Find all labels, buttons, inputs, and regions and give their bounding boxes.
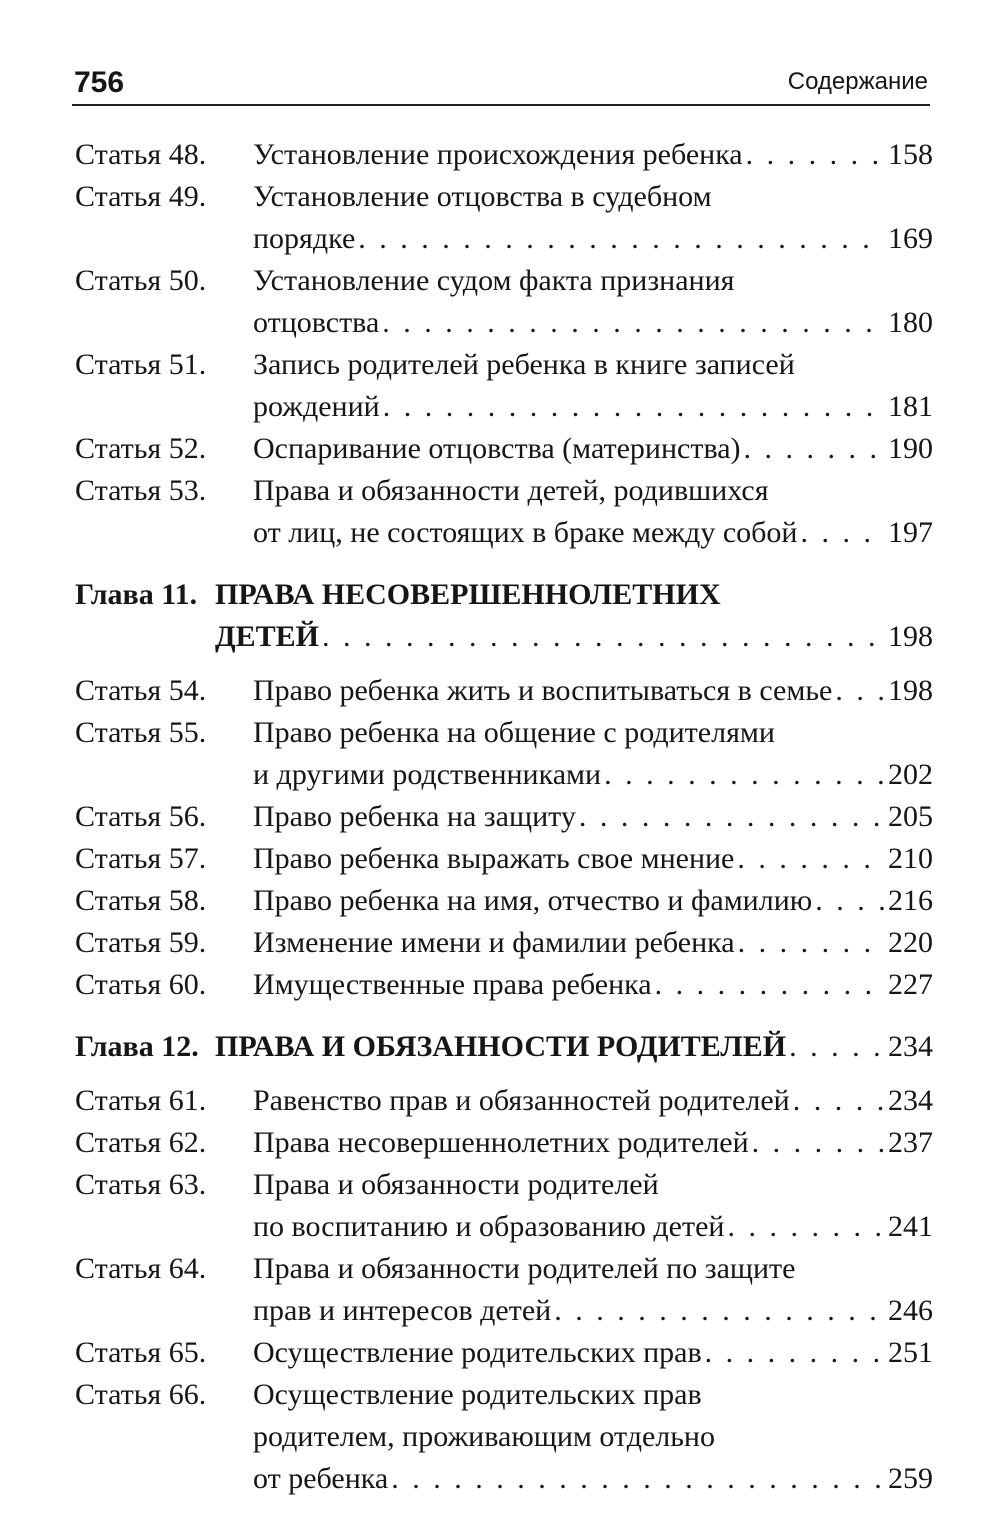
article-title-line: Право ребенка на общение с родителями — [253, 716, 775, 749]
page-ref: 234 — [888, 1084, 933, 1117]
page-ref: 237 — [888, 1126, 933, 1159]
toc-entry-article-57 — [75, 838, 933, 880]
toc-entry-article-49 — [75, 176, 933, 260]
toc-entry-article-60 — [75, 964, 933, 1006]
dot-leader — [579, 796, 885, 838]
article-title-line: Осуществление родительских прав — [253, 1378, 702, 1411]
chapter-title-line: ПРАВА И ОБЯЗАННОСТИ РОДИТЕЛЕЙ — [215, 1030, 787, 1063]
dot-leader — [815, 880, 885, 922]
chapter-number: Глава 12. — [75, 1030, 199, 1063]
dot-leader — [322, 616, 885, 658]
article-number: Статья 61. — [75, 1084, 207, 1117]
article-number: Статья 56. — [75, 800, 207, 833]
page-ref: 259 — [888, 1462, 933, 1495]
table-of-contents — [75, 134, 933, 1500]
article-title-line: Равенство прав и обязанностей родителей — [253, 1084, 790, 1117]
article-number: Статья 64. — [75, 1252, 207, 1285]
dot-leader — [382, 302, 885, 344]
article-number: Статья 55. — [75, 716, 207, 749]
article-title-line: Права и обязанности родителей по защите — [253, 1252, 796, 1285]
toc-entry-article-51 — [75, 344, 933, 428]
page-ref: 158 — [888, 138, 933, 171]
article-title-line: по воспитанию и образованию детей — [253, 1210, 725, 1243]
article-title-line: порядке — [253, 222, 356, 255]
toc-entry-article-55 — [75, 712, 933, 796]
page-ref: 202 — [888, 758, 933, 791]
article-title-line: Установление происхождения ребенка — [253, 138, 743, 171]
toc-entry-article-56 — [75, 796, 933, 838]
page-ref: 169 — [888, 222, 933, 255]
toc-entry-article-66 — [75, 1374, 933, 1500]
toc-entry-chapter-11 — [75, 574, 933, 658]
article-title-line: Имущественные права ребенка — [253, 968, 652, 1001]
article-number: Статья 52. — [75, 432, 207, 465]
article-number: Статья 63. — [75, 1168, 207, 1201]
toc-entry-article-58 — [75, 880, 933, 922]
article-title-line: Запись родителей ребенка в книге записей — [253, 348, 795, 381]
article-number: Статья 60. — [75, 968, 207, 1001]
dot-leader — [383, 386, 885, 428]
dot-leader — [789, 1026, 885, 1068]
article-number: Статья 50. — [75, 264, 207, 297]
article-title-line: Право ребенка на защиту — [253, 800, 576, 833]
dot-leader — [705, 1332, 885, 1374]
page-ref: 198 — [888, 674, 933, 707]
article-title-line: Изменение имени и фамилии ребенка — [253, 926, 735, 959]
dot-leader — [752, 1122, 885, 1164]
toc-entry-article-64 — [75, 1248, 933, 1332]
toc-entry-article-61 — [75, 1080, 933, 1122]
article-title-line: Установление судом факта признания — [253, 264, 735, 297]
article-title-line: от лиц, не состоящих в браке между собой — [253, 516, 798, 549]
dot-leader — [800, 512, 885, 554]
article-number: Статья 49. — [75, 180, 207, 213]
article-title-line: родителем, проживающим отдельно — [253, 1420, 715, 1453]
page-ref: 190 — [888, 432, 933, 465]
article-title-line: от ребенка — [253, 1462, 389, 1495]
running-title: Содержание — [787, 68, 928, 95]
toc-entry-chapter-12 — [75, 1026, 933, 1068]
article-title-line: Право ребенка выражать свое мнение — [253, 842, 735, 875]
page-ref: 205 — [888, 800, 933, 833]
toc-entry-article-63 — [75, 1164, 933, 1248]
article-title-line: отцовства — [253, 306, 380, 339]
article-number: Статья 51. — [75, 348, 207, 381]
dot-leader — [727, 1206, 885, 1248]
toc-entry-article-54 — [75, 670, 933, 712]
chapter-title-line: ПРАВА НЕСОВЕРШЕННОЛЕТНИХ — [215, 578, 721, 611]
article-number: Статья 66. — [75, 1378, 207, 1411]
toc-entry-article-52 — [75, 428, 933, 470]
article-number: Статья 54. — [75, 674, 207, 707]
toc-entry-article-48 — [75, 134, 933, 176]
page-number: 756 — [74, 66, 125, 99]
article-title-line: Установление отцовства в судебном — [253, 180, 712, 213]
article-number: Статья 58. — [75, 884, 207, 917]
page-ref: 181 — [888, 390, 933, 423]
dot-leader — [835, 670, 885, 712]
article-number: Статья 62. — [75, 1126, 207, 1159]
article-title-line: Осуществление родительских прав — [253, 1336, 702, 1369]
page-ref: 241 — [888, 1210, 933, 1243]
dot-leader — [604, 754, 885, 796]
page-ref: 234 — [888, 1030, 933, 1063]
article-title-line: Оспаривание отцовства (материнства) — [253, 432, 741, 465]
article-title-line: и другими родственниками — [253, 758, 602, 791]
toc-entry-article-50 — [75, 260, 933, 344]
dot-leader — [358, 218, 885, 260]
page-ref: 180 — [888, 306, 933, 339]
article-number: Статья 53. — [75, 474, 207, 507]
dot-leader — [793, 1080, 885, 1122]
toc-entry-article-65 — [75, 1332, 933, 1374]
dot-leader — [746, 134, 885, 176]
article-title-line: Права и обязанности родителей — [253, 1168, 659, 1201]
article-title-line: Права несовершеннолетних родителей — [253, 1126, 749, 1159]
page-ref: 227 — [888, 968, 933, 1001]
article-number: Статья 65. — [75, 1336, 207, 1369]
chapter-number: Глава 11. — [75, 578, 198, 611]
dot-leader — [655, 964, 885, 1006]
article-number: Статья 57. — [75, 842, 207, 875]
page-ref: 216 — [888, 884, 933, 917]
page-ref: 210 — [888, 842, 933, 875]
page-ref: 246 — [888, 1294, 933, 1327]
dot-leader — [391, 1458, 885, 1500]
toc-entry-article-59 — [75, 922, 933, 964]
article-title-line: Права и обязанности детей, родившихся — [253, 474, 769, 507]
article-title-line: Право ребенка жить и воспитываться в семье — [253, 674, 833, 707]
dot-leader — [744, 428, 885, 470]
article-title-line: прав и интересов детей — [253, 1294, 552, 1327]
dot-leader — [554, 1290, 885, 1332]
article-title-line: Право ребенка на имя, отчество и фамилию — [253, 884, 813, 917]
dot-leader — [738, 922, 885, 964]
page-ref: 251 — [888, 1336, 933, 1369]
toc-entry-article-53 — [75, 470, 933, 554]
article-number: Статья 48. — [75, 138, 207, 171]
page-header — [72, 62, 930, 106]
toc-entry-article-62 — [75, 1122, 933, 1164]
article-title-line: рождений — [253, 390, 380, 423]
page-ref: 197 — [888, 516, 933, 549]
page-ref: 220 — [888, 926, 933, 959]
dot-leader — [737, 838, 885, 880]
article-number: Статья 59. — [75, 926, 207, 959]
page-ref: 198 — [888, 620, 933, 653]
chapter-title-line: ДЕТЕЙ — [215, 620, 320, 653]
